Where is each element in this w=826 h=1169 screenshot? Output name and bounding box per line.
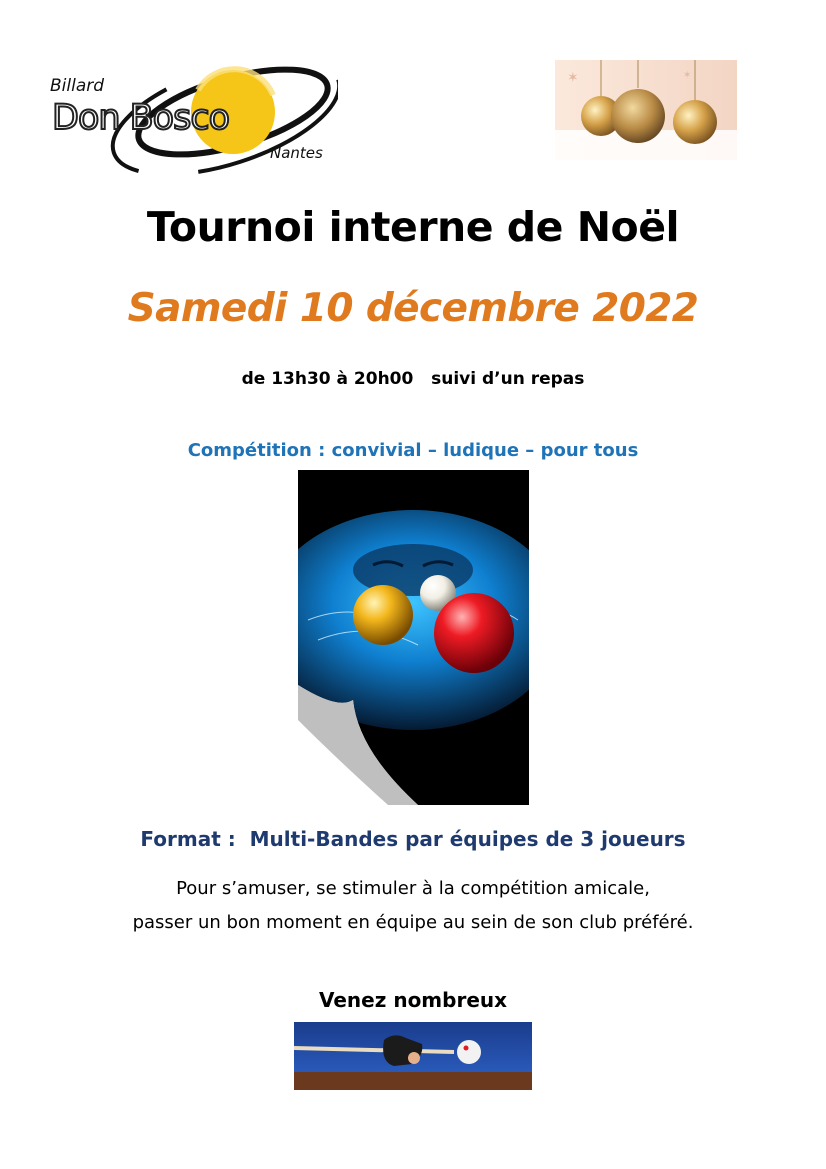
competition-description: Compétition : convivial – ludique – pour tous xyxy=(187,440,639,461)
billiard-poster-image xyxy=(298,470,529,805)
club-logo xyxy=(48,50,338,180)
logo-city: Nantes xyxy=(270,144,323,162)
page-title: Tournoi interne de Noël xyxy=(146,203,680,251)
logo-name: Don Bosco xyxy=(52,98,229,138)
svg-text:✶: ✶ xyxy=(567,70,579,86)
cue-shot-image xyxy=(294,1022,532,1090)
logo-billard: Billard xyxy=(50,76,105,96)
svg-text:✶: ✶ xyxy=(683,70,692,81)
description-line-1: Pour s’amuser, se stimuler à la compétition amicale, xyxy=(176,878,650,899)
event-date: Samedi 10 décembre 2022 xyxy=(127,286,699,331)
event-time: de 13h30 à 20h00 suivi d’un repas xyxy=(241,369,585,389)
christmas-ornaments-image xyxy=(555,60,737,160)
description-line-2: passer un bon moment en équipe au sein de son club préféré. xyxy=(132,912,694,933)
closing-call: Venez nombreux xyxy=(318,988,508,1012)
tournament-format: Format : Multi-Bandes par équipes de 3 joueurs xyxy=(140,827,686,851)
